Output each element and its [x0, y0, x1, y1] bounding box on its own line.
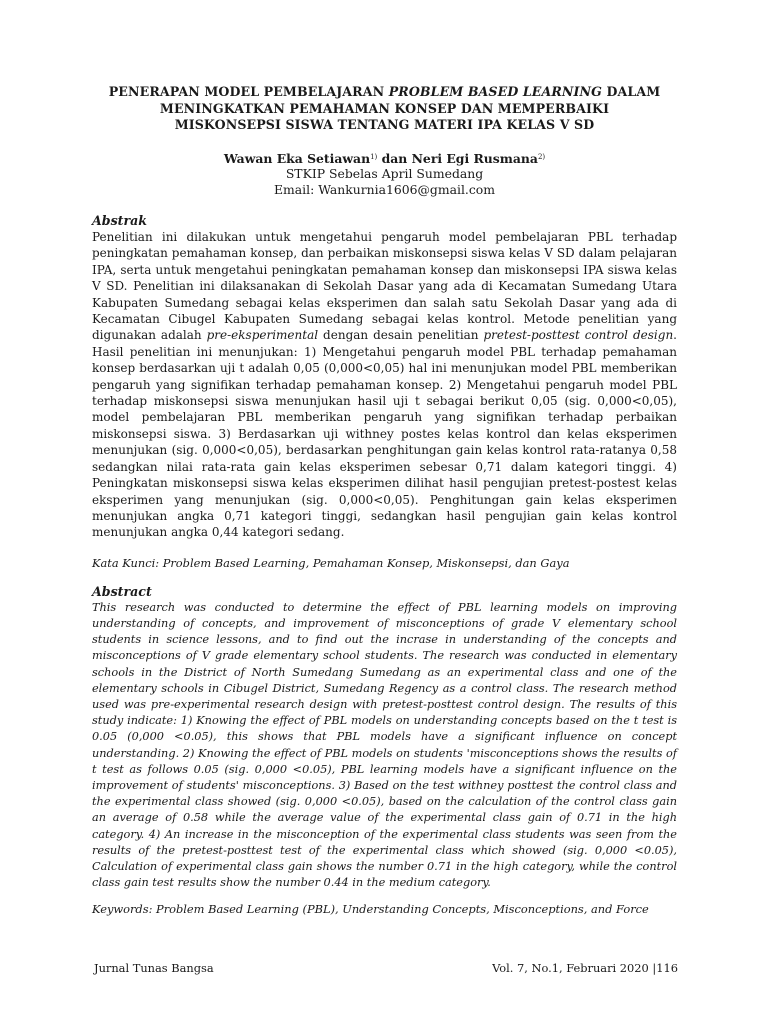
page-footer	[94, 961, 678, 975]
author-names	[92, 150, 677, 167]
journal-name: Jurnal Tunas Bangsa	[94, 961, 214, 975]
author-2-sup: 2)	[537, 152, 546, 161]
kata-kunci: Kata Kunci: Problem Based Learning, Pemahaman Konsep, Miskonsepsi, dan Gaya	[92, 555, 570, 570]
author-1: Wawan Eka Setiawan	[223, 150, 371, 166]
institution: STKIP Sebelas April Sumedang	[285, 166, 484, 181]
abstrak-text-c: . Hasil penelitian ini menunjukan: 1) Mengetahui pengaruh model PBL terhadap pemahaman konsep berdasarkan uji t adalah 0,05 (0,000<0,05) hal ini menunjukan model PBL memberikan pengaruh yang signifikan terhadap pemahaman konsep. 2) Mengetahui pengaruh model PBL terhadap miskonsepsi siswa menunjukan hasil uji t sebagai berikut 0,05 (sig. 0,000<0,05), model pembelajaran PBL memberikan pengaruh yang signifikan terhadap perbaikan miskonsepsi siswa. 3) Berdasarkan uji withney postes kelas kontrol dan kelas eksperimen menunjukan (sig. 0,000<0,05), berdasarkan penghitungan gain kelas kontrol rata-ratanya 0,58 sedangkan nilai rata-rata gain kelas eksperimen sebesar 0,71 dalam kategori tinggi. 4) Peningkatan miskonsepsi siswa kelas eksperimen dilihat hasil pengujian pretest-postest kelas eksperimen yang menunjukan (sig. 0,000<0,05). Penghitungan gain kelas eksperimen menunjukan angka 0,71 kategori tinggi, sedangkan hasil pengujian gain kelas kontrol menunjukan angka 0,44 kategori sedang.	[92, 328, 677, 540]
abstrak-text-b: dengan desain penelitian	[318, 328, 484, 343]
title-line-2: MENINGKATKAN PEMAHAMAN KONSEP DAN MEMPERBAIKI	[159, 100, 610, 116]
paper-title	[92, 84, 677, 134]
title-text: PENERAPAN MODEL PEMBELAJARAN	[108, 84, 389, 99]
author-1-sup: 1)	[370, 152, 378, 161]
keywords: Keywords: Problem Based Learning (PBL), Understanding Concepts, Misconceptions, and Force	[92, 902, 649, 917]
abstrak-heading: Abstrak	[92, 213, 148, 228]
email: Email: Wankurnia1606@gmail.com	[274, 181, 495, 197]
title-text-end: DALAM	[602, 84, 661, 99]
title-italic-text: PROBLEM BASED LEARNING	[388, 84, 602, 99]
title-line-1	[92, 84, 677, 101]
abstrak-body	[92, 229, 677, 541]
volume-page: Vol. 7, No.1, Februari 2020 |116	[492, 961, 678, 975]
author-2: dan Neri Egi Rusmana	[377, 150, 538, 166]
abstrak-italic-1: pre-eksperimental	[206, 328, 319, 343]
title-line-3: MISKONSEPSI SISWA TENTANG MATERI IPA KELAS V SD	[174, 117, 595, 132]
abstract-body: This research was conducted to determine the effect of PBL learning models on improving understanding of concepts, and improvement of misconceptions of grade V elementary school students in science lessons, and to find out the incrase in understanding of the concepts and misconceptions of V grade elementary school students. The research was conducted in elementary schools in the District of North Sumedang Sumedang as an experimental class and one of the elementary schools in Cibugel District, Sumedang Regency as a control class. The research method used was pre-experimental research design with pretest-posttest control design. The results of this study indicate: 1) Knowing the effect of PBL models on understanding concepts based on the t test is 0.05 (0,000 <0.05), this shows that PBL models have a significant influence on concept understanding. 2) Knowing the effect of PBL models on students 'misconceptions shows the results of t test as follows 0.05 (sig. 0,000 <0.05), PBL learning models have a significant influence on the improvement of students' misconceptions. 3) Based on the test withney posttest the control class and the experimental class showed (sig. 0,000 <0.05), based on the calculation of the control class gain an average of 0.58 while the average value of the experimental class gain of 0.71 in the high category. 4) An increase in the misconception of the experimental class students was seen from the results of the pretest-posttest test of the experimental class which showed (sig. 0,000 <0.05), Calculation of experimental class gain shows the number 0.71 in the high category, while the control class gain test results show the number 0.44 in the medium category.	[92, 600, 677, 890]
abstrak-italic-2: pretest-posttest control design	[483, 328, 674, 343]
abstract-heading: Abstract	[92, 583, 152, 599]
abstrak-text-a: Penelitian ini dilakukan untuk mengetahui pengaruh model pembelajaran PBL terhadap peningkatan pemahaman konsep, dan perbaikan miskonsepsi siswa kelas V SD dalam pelajaran IPA, serta untuk mengetahui peningkatan pemahaman konsep dan miskonsepsi IPA siswa kelas V SD. Penelitian ini dilaksanakan di Sekolah Dasar yang ada di Kecamatan Sumedang Utara Kabupaten Sumedang sebagai kelas eksperimen dan salah satu Sekolah Dasar yang ada di Kecamatan Cibugel Kabupaten Sumedang sebagai kelas kontrol. Metode penelitian yang digunakan adalah	[92, 230, 677, 343]
author-block	[92, 150, 677, 198]
paper-page	[92, 84, 677, 917]
